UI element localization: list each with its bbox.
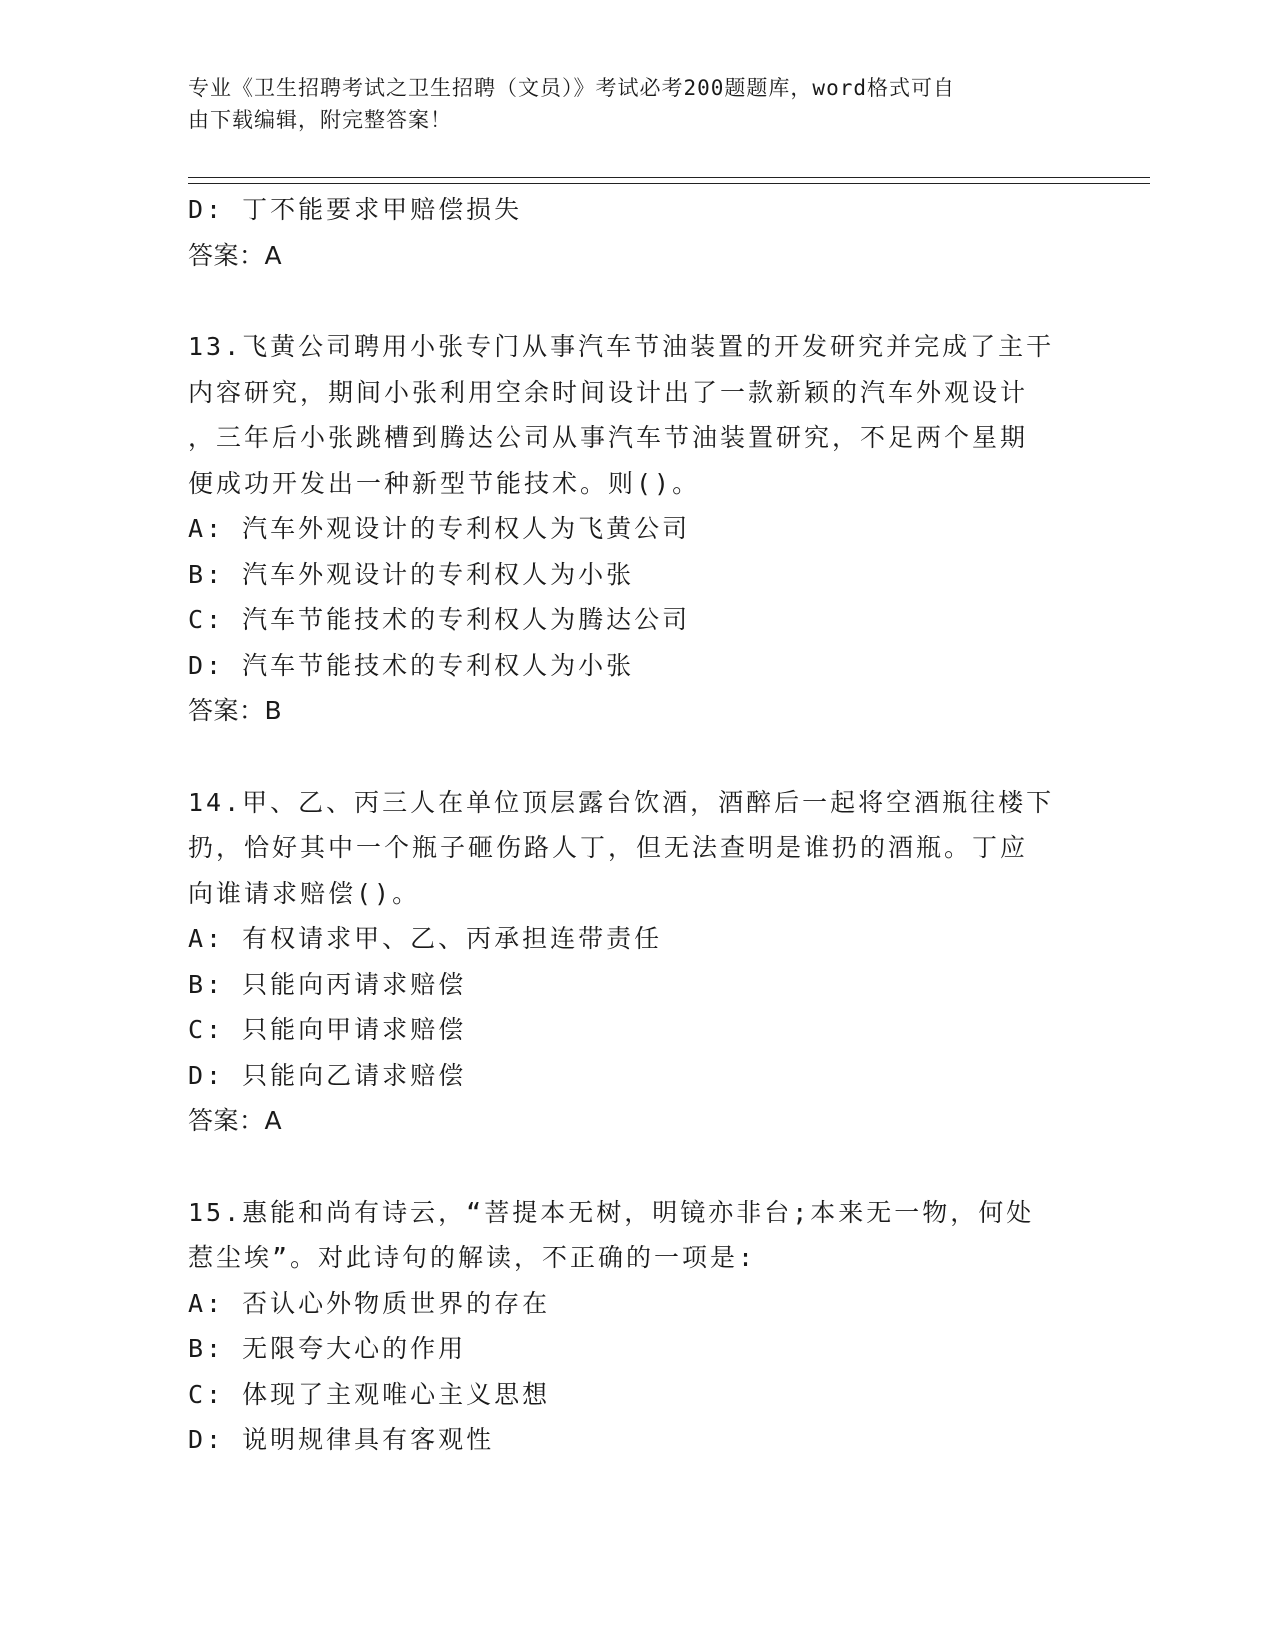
option-a: A: 有权请求甲、乙、丙承担连带责任 <box>188 924 663 953</box>
spacer <box>188 278 1088 324</box>
question-list <box>188 187 1088 1463</box>
option-b: B: 只能向丙请求赔偿 <box>188 969 467 999</box>
question-14 <box>188 780 1088 1144</box>
option-c: C: 汽车节能技术的专利权人为腾达公司 <box>188 605 691 634</box>
answer-line: 答案：B <box>188 696 283 725</box>
answer-line: 答案：A <box>188 1106 283 1135</box>
question-15 <box>188 1190 1088 1463</box>
option-c: C: 只能向甲请求赔偿 <box>188 1015 467 1044</box>
header-line-1: 专业《卫生招聘考试之卫生招聘（文员）》考试必考200题题库，word格式可自 <box>188 76 955 100</box>
question-stem-line: 内容研究，期间小张利用空余时间设计出了一款新颖的汽车外观设计 <box>188 377 1029 407</box>
question-stem-line: 15.惠能和尚有诗云，“菩提本无树，明镜亦非台;本来无一物，何处 <box>188 1197 1035 1227</box>
question-stem-line: 13.飞黄公司聘用小张专门从事汽车节油装置的开发研究并完成了主干 <box>188 332 1055 361</box>
answer-line: 答案：A <box>188 240 283 270</box>
spacer <box>188 1144 1088 1190</box>
option-a: A: 汽车外观设计的专利权人为飞黄公司 <box>188 514 691 543</box>
option-d: D: 说明规律具有客观性 <box>188 1425 495 1454</box>
question-stem-line: 便成功开发出一种新型节能技术。则()。 <box>188 468 701 498</box>
option-d: D: 汽车节能技术的专利权人为小张 <box>188 650 635 680</box>
question-stem-line: 14.甲、乙、丙三人在单位顶层露台饮酒，酒醉后一起将空酒瓶往楼下 <box>188 787 1055 817</box>
option-d: D: 丁不能要求甲赔偿损失 <box>188 195 523 224</box>
question-13 <box>188 324 1088 734</box>
question-stem-line: 扔，恰好其中一个瓶子砸伤路人丁，但无法查明是谁扔的酒瓶。丁应 <box>188 833 1029 862</box>
question-stem-line: 惹尘埃”。对此诗句的解读，不正确的一项是: <box>188 1243 757 1272</box>
question-12-tail <box>188 187 1088 278</box>
option-a: A: 否认心外物质世界的存在 <box>188 1288 551 1318</box>
option-c: C: 体现了主观唯心主义思想 <box>188 1379 551 1409</box>
header-divider-bottom <box>188 183 1150 184</box>
option-b: B: 无限夸大心的作用 <box>188 1334 467 1363</box>
option-d: D: 只能向乙请求赔偿 <box>188 1060 467 1090</box>
option-b: B: 汽车外观设计的专利权人为小张 <box>188 559 635 589</box>
document-header <box>188 72 1068 136</box>
question-stem-line: 向谁请求赔偿()。 <box>188 878 421 908</box>
header-divider-top <box>188 177 1150 178</box>
spacer <box>188 734 1088 780</box>
question-stem-line: ，三年后小张跳槽到腾达公司从事汽车节油装置研究，不足两个星期 <box>188 423 1029 452</box>
header-line-2: 由下载编辑，附完整答案！ <box>188 108 452 132</box>
